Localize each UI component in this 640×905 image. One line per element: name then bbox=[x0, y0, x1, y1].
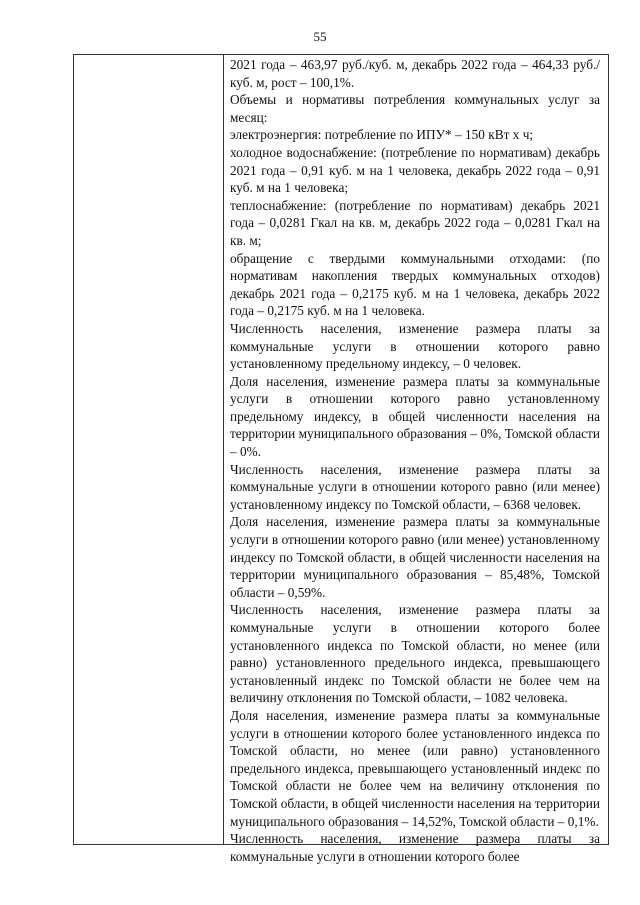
paragraph-share-regional-index: Доля населения, изменение размера платы за коммунальные услуги в отношении которого равно (или менее) установленному индексу по Томской области, в общей численности населения на территории муниципального образования – 85,48%, Томской области – 0,59%. bbox=[230, 514, 600, 600]
table-left-cell bbox=[74, 55, 224, 844]
paragraph-share-limit-index: Доля населения, изменение размера платы за коммунальные услуги в отношении которого равно установленному предельному индексу, в общей численности населения на территории муниципального образования – 0%, Томской области – 0%. bbox=[230, 373, 600, 460]
table-right-cell bbox=[224, 55, 608, 864]
paragraph-heating: теплоснабжение: (потребление по нормативам) декабрь 2021 года – 0,0281 Гкал на кв. м, декабрь 2022 года – 0,0281 Гкал на кв. м; bbox=[230, 197, 600, 248]
page-number: 55 bbox=[313, 29, 327, 44]
paragraph-solid-waste: обращение с твердыми коммунальными отходами: (по нормативам накопления твердых коммунальных отходов) декабрь 2021 года – 0,2175 куб. м на 1 человека, декабрь 2022 года – 0,2175 куб. м на 1 человека. bbox=[230, 250, 600, 319]
paragraph-population-limit-index: Численность населения, изменение размера платы за коммунальные услуги в отношении которого равно установленному предельному индексу, – 0 человек. bbox=[230, 320, 600, 372]
paragraph-cold-water: холодное водоснабжение: (потребление по нормативам) декабрь 2021 года – 0,91 куб. м на 1 человека, декабрь 2022 года – 0,91 куб. м на 1 человека; bbox=[230, 144, 600, 196]
paragraph-population-above-index: Численность населения, изменение размера платы за коммунальные услуги в отношении которого более установленного индекса по Томской области, но менее (или равно) установленного предельного индекса, превышающего установленный индекс по Томской области не более чем на величину отклонения по Томской области, – 1082 человека. bbox=[230, 602, 600, 706]
paragraph-share-above-index: Доля населения, изменение размера платы за коммунальные услуги в отношении которого более установленного индекса по Томской области, но менее (или равно) установленного предельного индекса, превышающего установленный индекс по Томской области не более чем на величину отклонения по Томской области, в общей численности населения на территории муниципального образования – 14,52%, Томской области – 0,1%. bbox=[230, 707, 600, 829]
paragraph-tariff-growth: 2021 года – 463,97 руб./куб. м, декабрь 2022 года – 464,33 руб./куб. м, рост – 100,1%. bbox=[230, 57, 600, 90]
document-table bbox=[73, 54, 609, 864]
paragraph-electricity: электроэнергия: потребление по ИПУ* – 150 кВт х ч; bbox=[230, 127, 534, 143]
paragraph-population-regional-index: Численность населения, изменение размера платы за коммунальные услуги в отношении которого равно (или менее) установленному индексу по Томской области, – 6368 человек. bbox=[230, 461, 600, 512]
paragraph-consumption-heading: Объемы и нормативы потребления коммунальных услуг за месяц: bbox=[230, 92, 600, 125]
paragraph-population-continued: Численность населения, изменение размера платы за коммунальные услуги в отношении которого более bbox=[230, 831, 600, 864]
